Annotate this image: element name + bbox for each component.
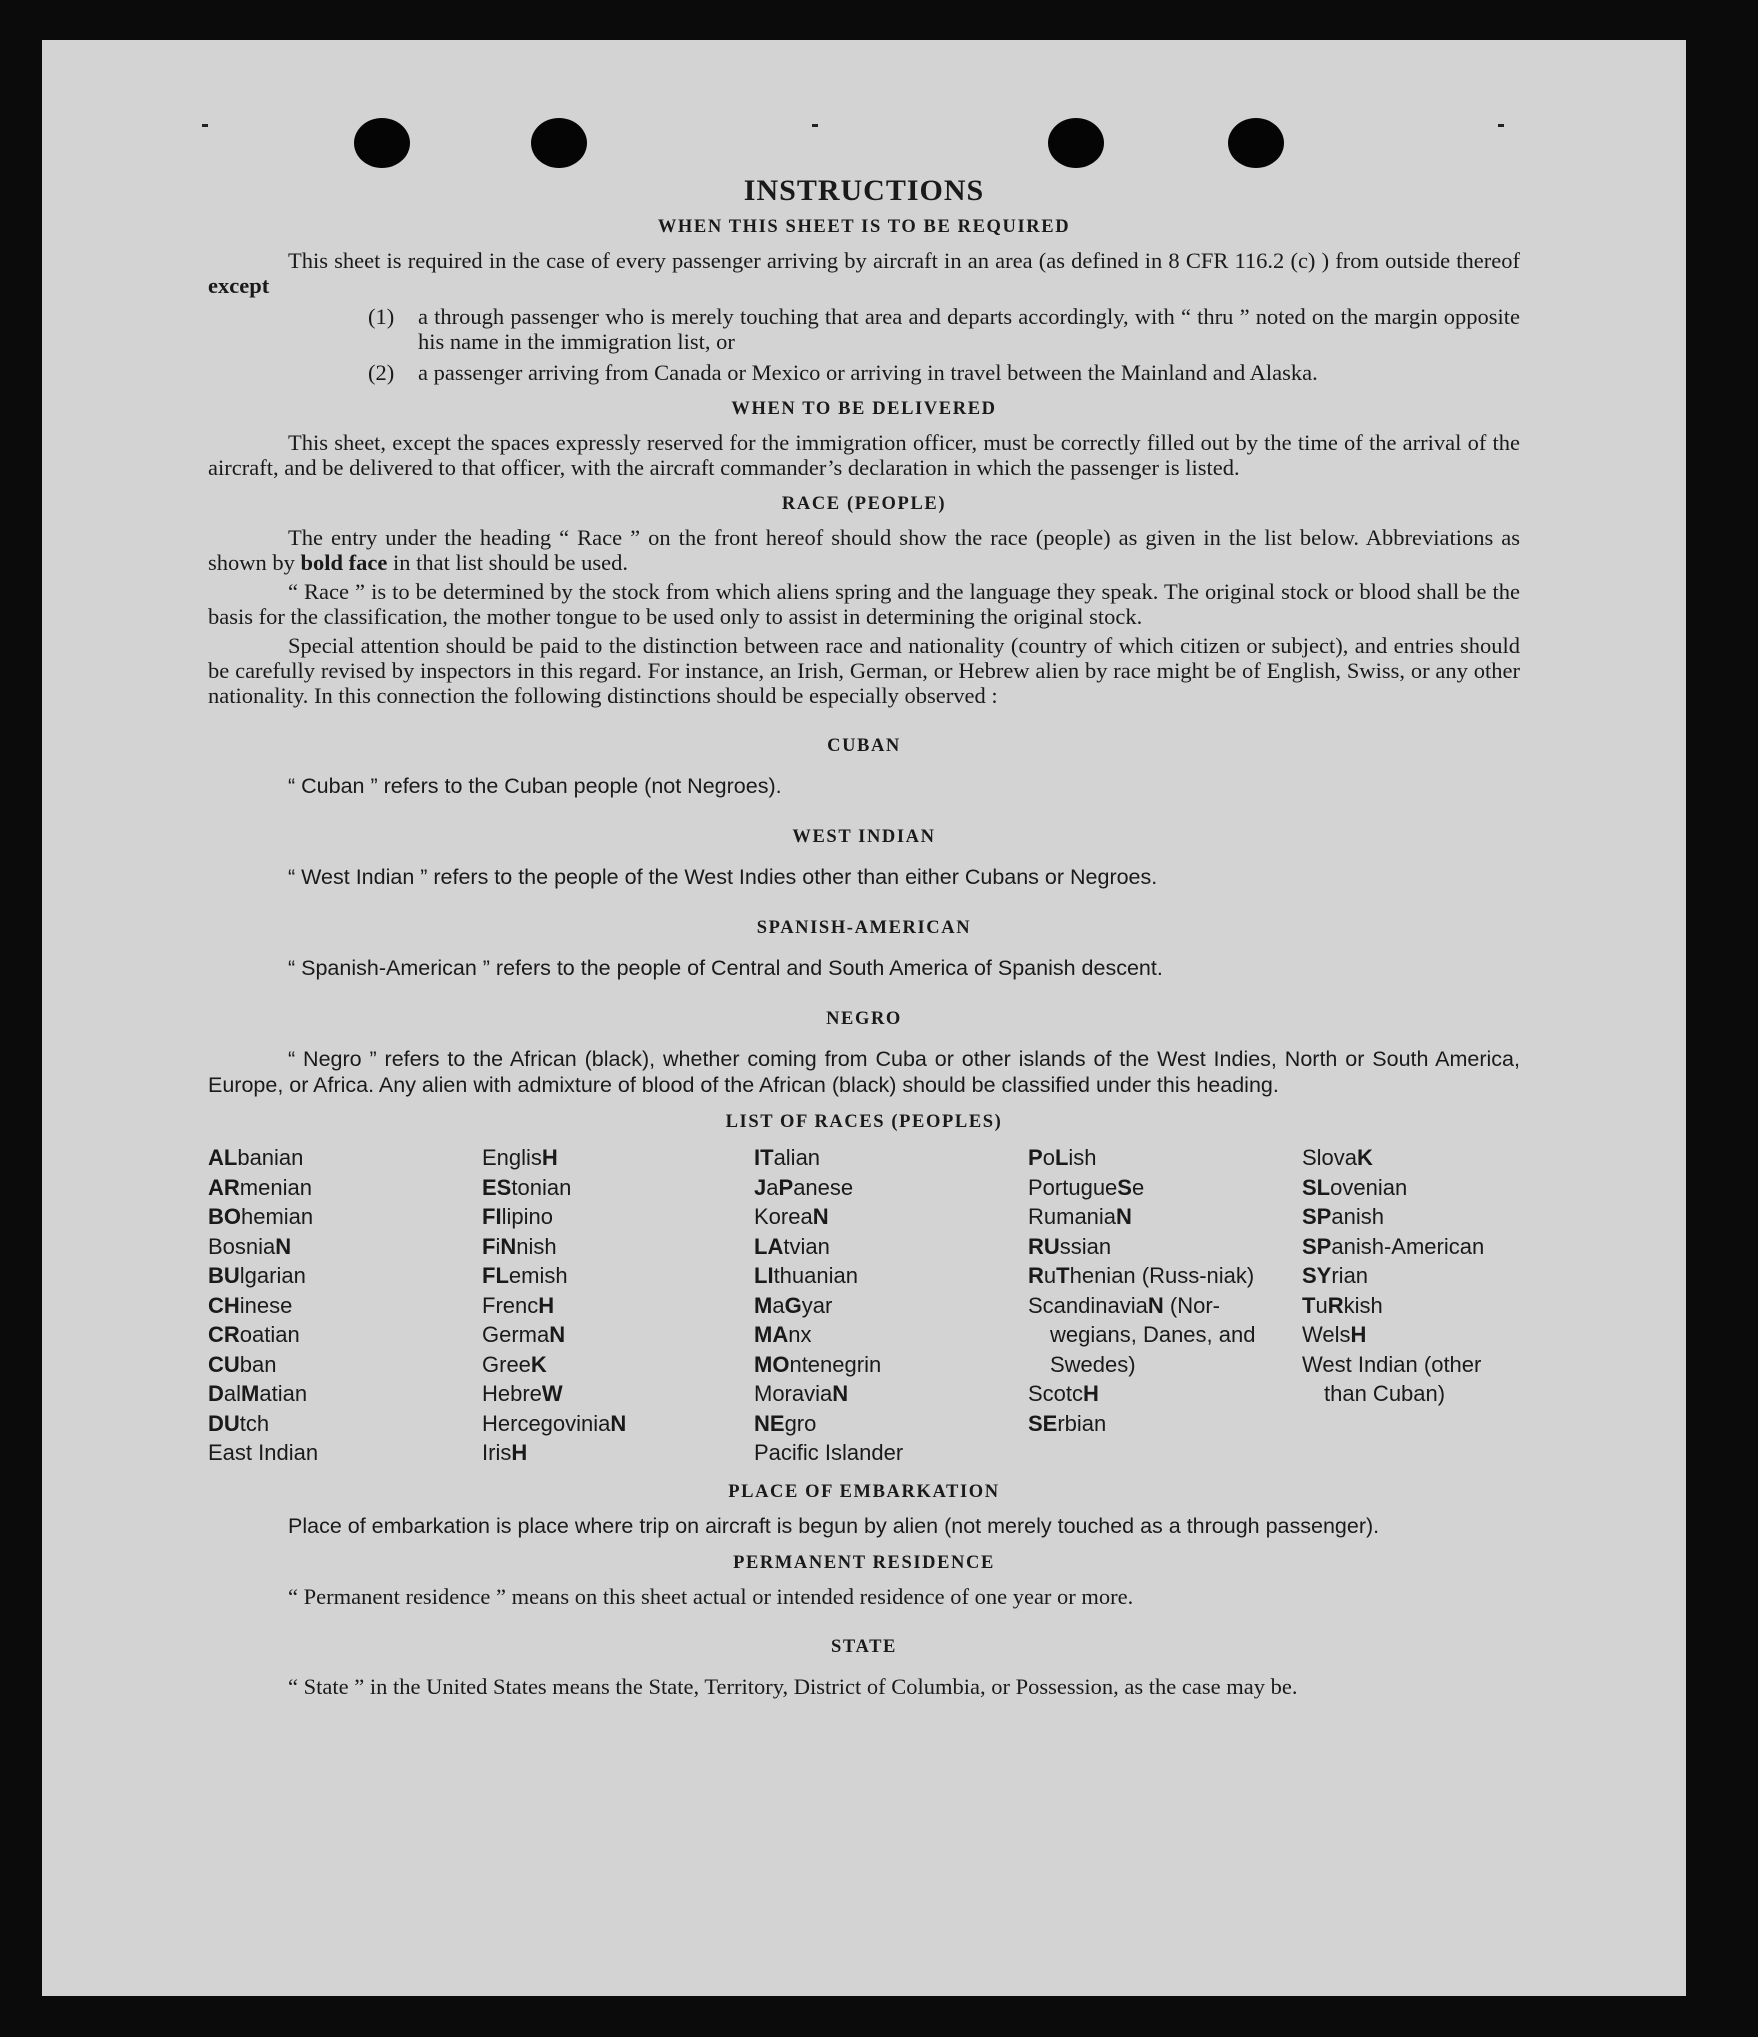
section-heading-spanish-american: SPANISH-AMERICAN (756, 918, 972, 938)
race-list-item: BOhemian (208, 1204, 314, 1229)
race-list-item: RUssian (1028, 1233, 1112, 1259)
race-list-item: SYrian (1302, 1263, 1369, 1288)
exception-list (208, 304, 1520, 385)
race-paragraph-3: Special attention should be paid to the distinction between race and nationality (country of which citizen or subject), and entries should be carefully revised by inspectors in this regard. For instance, an Irish, German, or Hebrew alien by race might be of English, Swiss, or any other nationality. In this connection the following distinctions should be especially observed : (208, 633, 1520, 708)
race-list-item: EStonian (482, 1174, 572, 1200)
race-list-item: SLovenian (1302, 1174, 1408, 1200)
race-list-item: East Indian (208, 1440, 319, 1465)
race-column (1302, 1143, 1520, 1468)
section-heading-when-required: WHEN THIS SHEET IS TO BE REQUIRED (657, 217, 1071, 237)
section-heading-cuban: CUBAN (827, 736, 901, 756)
section-heading-race: RACE (PEOPLE) (781, 494, 947, 514)
race-list-item: FrencH (482, 1292, 555, 1318)
race-list-item: SErbian (1028, 1410, 1107, 1436)
section-heading-west-indian: WEST INDIAN (792, 827, 936, 847)
exception-item: (1) a through passenger who is merely touching that area and departs accordingly, with “ thru ” noted on the margin opposite his name in the immigration list, or (368, 304, 1520, 354)
race-list-item: GreeK (482, 1351, 547, 1377)
race-list-item: ScotcH (1028, 1381, 1099, 1406)
race-list-item: ALbanian (208, 1145, 304, 1170)
race-list-item: HebreW (482, 1381, 563, 1406)
race-list-item: WelsH (1302, 1322, 1367, 1347)
race-list-item: JaPanese (754, 1174, 854, 1200)
place-of-embarkation-paragraph: Place of embarkation is place where trip on aircraft is begun by alien (not merely touched as a through passenger). (288, 1513, 1380, 1538)
race-list-item: SPanish-American (1302, 1233, 1485, 1259)
race-column (208, 1143, 482, 1468)
race-list-item: SPanish (1302, 1204, 1384, 1229)
section-heading-state: STATE (831, 1636, 897, 1657)
race-list-item: ScandinaviaN (Nor-wegians, Danes, and Swedes) (1028, 1292, 1256, 1377)
section-heading-when-delivered: WHEN TO BE DELIVERED (731, 399, 997, 419)
race-list-item: RumaniaN (1028, 1204, 1132, 1229)
scan-speck (812, 124, 818, 127)
punch-hole (1048, 118, 1104, 168)
race-list-item: PoLish (1028, 1145, 1097, 1170)
section-heading-negro: NEGRO (826, 1009, 902, 1029)
race-list-item: BosniaN (208, 1233, 292, 1259)
race-list-item: TuRkish (1302, 1292, 1383, 1318)
state-paragraph: “ State ” in the United States means the State, Territory, District of Columbia, or Possession, as the case may be. (288, 1673, 1298, 1699)
race-list-item: NEgro (754, 1410, 817, 1436)
race-list-item: KoreaN (754, 1204, 829, 1229)
race-list-item: IrisH (482, 1440, 528, 1465)
west-indian-paragraph: “ West Indian ” refers to the people of the West Indies other than either Cubans or Negroes. (288, 865, 1158, 889)
race-list-item: MAnx (754, 1322, 812, 1347)
race-list-item: PortugueSe (1028, 1174, 1145, 1200)
punch-hole (1228, 118, 1284, 168)
race-list-item: CRoatian (208, 1322, 300, 1347)
race-column (1028, 1143, 1302, 1468)
scan-speck (1498, 124, 1504, 127)
race-list-item: CUban (208, 1351, 277, 1377)
race-list-item: RuThenian (Russ-niak) (1028, 1263, 1255, 1288)
race-list-item: LAtvian (754, 1233, 830, 1259)
race-list-item: GermaN (482, 1322, 566, 1347)
race-list-item: CHinese (208, 1292, 293, 1318)
race-list-item: BUlgarian (208, 1263, 306, 1288)
race-column (482, 1143, 754, 1468)
spanish-american-paragraph: “ Spanish-American ” refers to the people of Central and South America of Spanish descent. (288, 956, 1163, 980)
race-list-item: Pacific Islander (754, 1440, 904, 1465)
cuban-paragraph: “ Cuban ” refers to the Cuban people (not Negroes). (288, 774, 782, 798)
race-list-item: FiNnish (482, 1233, 557, 1259)
punch-hole (531, 118, 587, 168)
race-list-item: MaGyar (754, 1292, 833, 1318)
race-list-item: EnglisH (482, 1145, 558, 1170)
section-heading-permanent-residence: PERMANENT RESIDENCE (733, 1552, 995, 1573)
race-paragraph-1: The entry under the heading “ Race ” on the front hereof should show the race (people) as given in the list below. Abbreviations as shown by bold face in that list should be used. (208, 525, 1520, 575)
race-list-item: FLemish (482, 1263, 568, 1288)
negro-paragraph: “ Negro ” refers to the African (black), whether coming from Cuba or other islands of the West Indies, North or South America, Europe, or Africa. Any alien with admixture of blood of the African (black) should be classified under this heading. (208, 1047, 1520, 1097)
section-heading-place-of-embarkation: PLACE OF EMBARKATION (728, 1481, 1000, 1502)
race-list-item: West Indian (other than Cuban) (1302, 1351, 1482, 1406)
when-delivered-paragraph: This sheet, except the spaces expressly reserved for the immigration officer, must be correctly filled out by the time of the arrival of the aircraft, and be delivered to that officer, with the aircraft commander’s declaration in which the passenger is listed. (208, 430, 1520, 480)
race-list-item: FIlipino (482, 1204, 553, 1229)
race-column (754, 1143, 1028, 1468)
punch-hole (354, 118, 410, 168)
when-required-paragraph: This sheet is required in the case of every passenger arriving by aircraft in an area (as defined in 8 CFR 116.2 (c) ) from outside thereof except (208, 248, 1520, 298)
race-list-item: HercegoviniaN (482, 1410, 627, 1436)
scan-speck (202, 124, 208, 127)
race-list-item: LIthuanian (754, 1263, 858, 1288)
section-heading-list-of-races: LIST OF RACES (PEOPLES) (725, 1112, 1003, 1132)
race-list-item: ITalian (754, 1145, 821, 1170)
race-list-item: SlovaK (1302, 1145, 1373, 1170)
race-list-item: ARmenian (208, 1174, 312, 1200)
race-list-item: DUtch (208, 1410, 270, 1436)
race-list-item: DalMatian (208, 1381, 308, 1406)
races-list (208, 1143, 1520, 1468)
race-list-item: MoraviaN (754, 1381, 849, 1406)
race-paragraph-2: “ Race ” is to be determined by the stock from which aliens spring and the language they speak. The original stock or blood shall be the basis for the classification, the mother tongue to be used only to assist in determining the original stock. (208, 579, 1520, 629)
page-title: INSTRUCTIONS (743, 174, 985, 207)
exception-item: (2) a passenger arriving from Canada or Mexico or arriving in travel between the Mainland and Alaska. (368, 360, 1318, 385)
instructions-content (208, 174, 1520, 1703)
permanent-residence-paragraph: “ Permanent residence ” means on this sheet actual or intended residence of one year or more. (288, 1583, 1134, 1609)
race-list-item: MOntenegrin (754, 1351, 882, 1377)
